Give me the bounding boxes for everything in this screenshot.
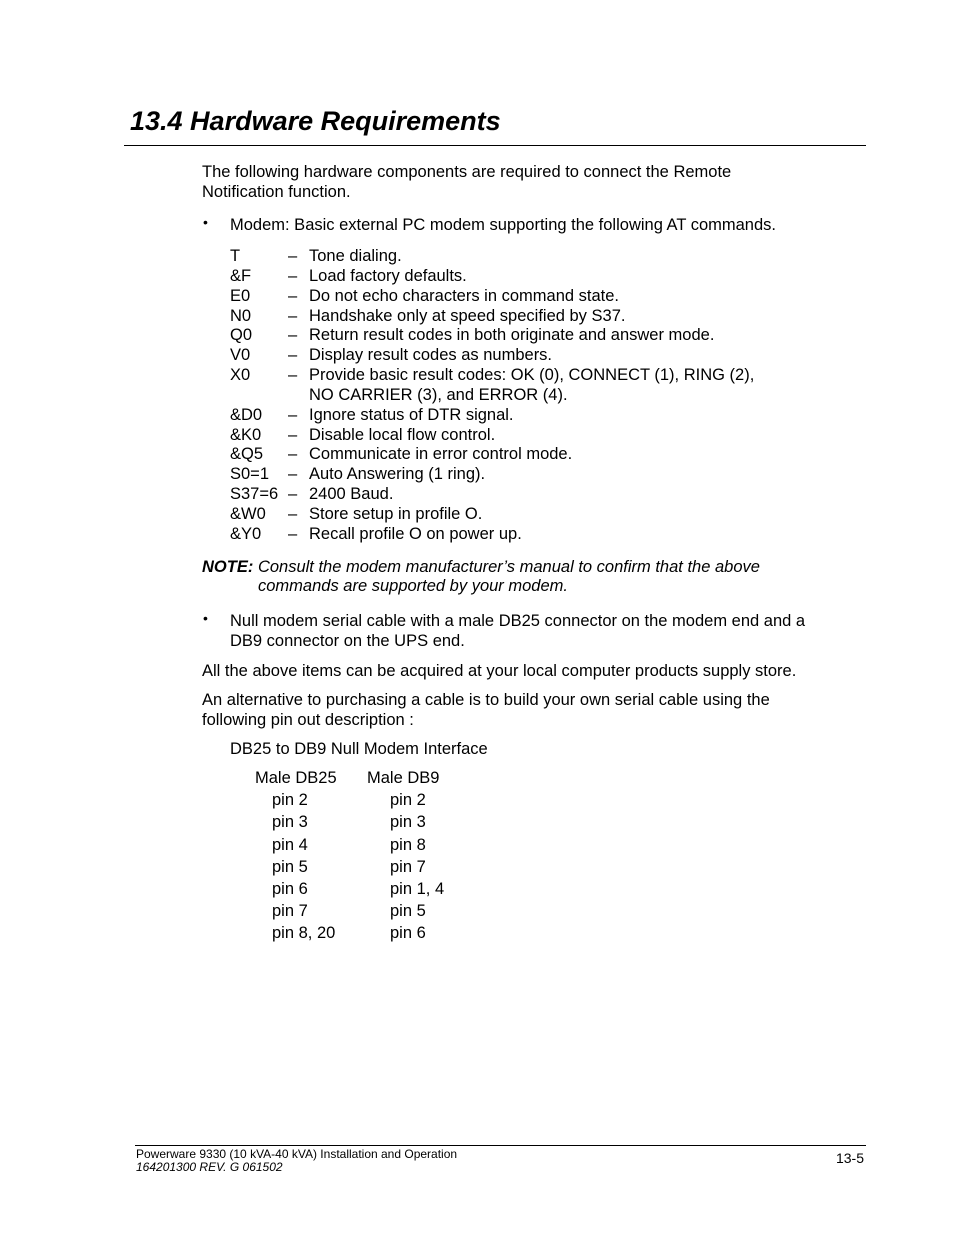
command-description: Recall profile O on power up. [309,525,522,543]
alternative-line-1: An alternative to purchasing a cable is to build your own serial cable using the [202,691,770,709]
command-description: Disable local flow control. [309,426,496,444]
command-code: &Y0 [230,525,262,543]
pin-table-cell-db9: pin 6 [390,924,426,942]
pin-table-cell-db25: pin 3 [272,813,308,831]
command-code: &K0 [230,426,262,444]
command-description: 2400 Baud. [309,485,394,503]
pin-table-header-db25: Male DB25 [255,769,337,787]
pin-table-cell-db9: pin 1, 4 [390,880,445,898]
heading-rule [124,145,866,146]
command-dash: – [288,426,298,444]
command-description: Do not echo characters in command state. [309,287,619,305]
command-dash: – [288,267,298,285]
pin-table-cell-db25: pin 6 [272,880,308,898]
pin-table-cell-db9: pin 3 [390,813,426,831]
pin-table-cell-db25: pin 4 [272,836,308,854]
acquire-text: All the above items can be acquired at your local computer products supply store. [202,662,797,680]
pin-table-cell-db25: pin 8, 20 [272,924,336,942]
note-text: Consult the modem manufacturer’s manual to confirm that the above [257,558,760,576]
pin-table-cell-db25: pin 2 [272,791,308,809]
command-code: V0 [230,346,251,364]
command-code: S37=6 [230,485,279,503]
command-description: Ignore status of DTR signal. [309,406,514,424]
pin-table-cell-db25: pin 7 [272,902,308,920]
command-dash: – [288,465,298,483]
command-description: Handshake only at speed specified by S37. [309,307,626,325]
command-code: E0 [230,287,251,305]
command-code: X0 [230,366,251,384]
cable-bullet-line-2: DB9 connector on the UPS end. [230,632,465,650]
footer-doc-number: 164201300 REV. G 061502 [136,1160,283,1174]
command-code: N0 [230,307,252,325]
command-code: S0=1 [230,465,269,483]
bullet-icon: • [203,610,208,626]
command-dash: – [288,326,298,344]
command-dash: – [288,505,298,523]
command-code: &D0 [230,406,263,424]
command-dash: – [288,247,298,265]
command-description: Display result codes as numbers. [309,346,553,364]
command-description: Provide basic result codes: OK (0), CONNECT (1), RING (2), [309,366,755,384]
command-description: Store setup in profile O. [309,505,483,523]
command-description-continued: NO CARRIER (3), and ERROR (4). [309,386,568,404]
command-code: &F [230,267,252,285]
note-label: NOTE: [202,558,254,576]
intro-line-1: The following hardware components are required to connect the Remote [202,163,732,181]
command-description: Communicate in error control mode. [309,445,573,463]
pin-table-cell-db25: pin 5 [272,858,308,876]
interface-title: DB25 to DB9 Null Modem Interface [230,740,488,758]
modem-bullet-text: Modem: Basic external PC modem supporting the following AT commands. [230,216,776,234]
command-dash: – [288,406,298,424]
command-description: Tone dialing. [309,247,402,265]
pin-table-cell-db9: pin 5 [390,902,426,920]
note-line-1 [202,557,760,577]
command-code: &Q5 [230,445,264,463]
alternative-line-2: following pin out description : [202,711,414,729]
command-description: Return result codes in both originate and answer mode. [309,326,715,344]
command-dash: – [288,346,298,364]
footer-rule [135,1145,866,1146]
command-dash: – [288,485,298,503]
command-dash: – [288,287,298,305]
pin-table-cell-db9: pin 2 [390,791,426,809]
command-description: Auto Answering (1 ring). [309,465,486,483]
footer-title: Powerware 9330 (10 kVA-40 kVA) Installation and Operation [136,1147,458,1161]
section-title: 13.4 Hardware Requirements [130,106,501,136]
pin-table-cell-db9: pin 8 [390,836,426,854]
command-dash: – [288,445,298,463]
pin-table-cell-db9: pin 7 [390,858,426,876]
pin-table-header-db9: Male DB9 [367,769,440,787]
command-dash: – [288,307,298,325]
command-code: &W0 [230,505,266,523]
cable-bullet-line-1: Null modem serial cable with a male DB25 connector on the modem end and a [230,612,806,630]
command-code: T [230,247,241,265]
page-number: 13-5 [835,1150,864,1166]
command-description: Load factory defaults. [309,267,467,285]
command-dash: – [288,525,298,543]
bullet-icon: • [203,214,208,230]
note-line-2: commands are supported by your modem. [258,577,568,595]
intro-line-2: Notification function. [202,183,351,201]
command-code: Q0 [230,326,253,344]
command-dash: – [288,366,298,384]
